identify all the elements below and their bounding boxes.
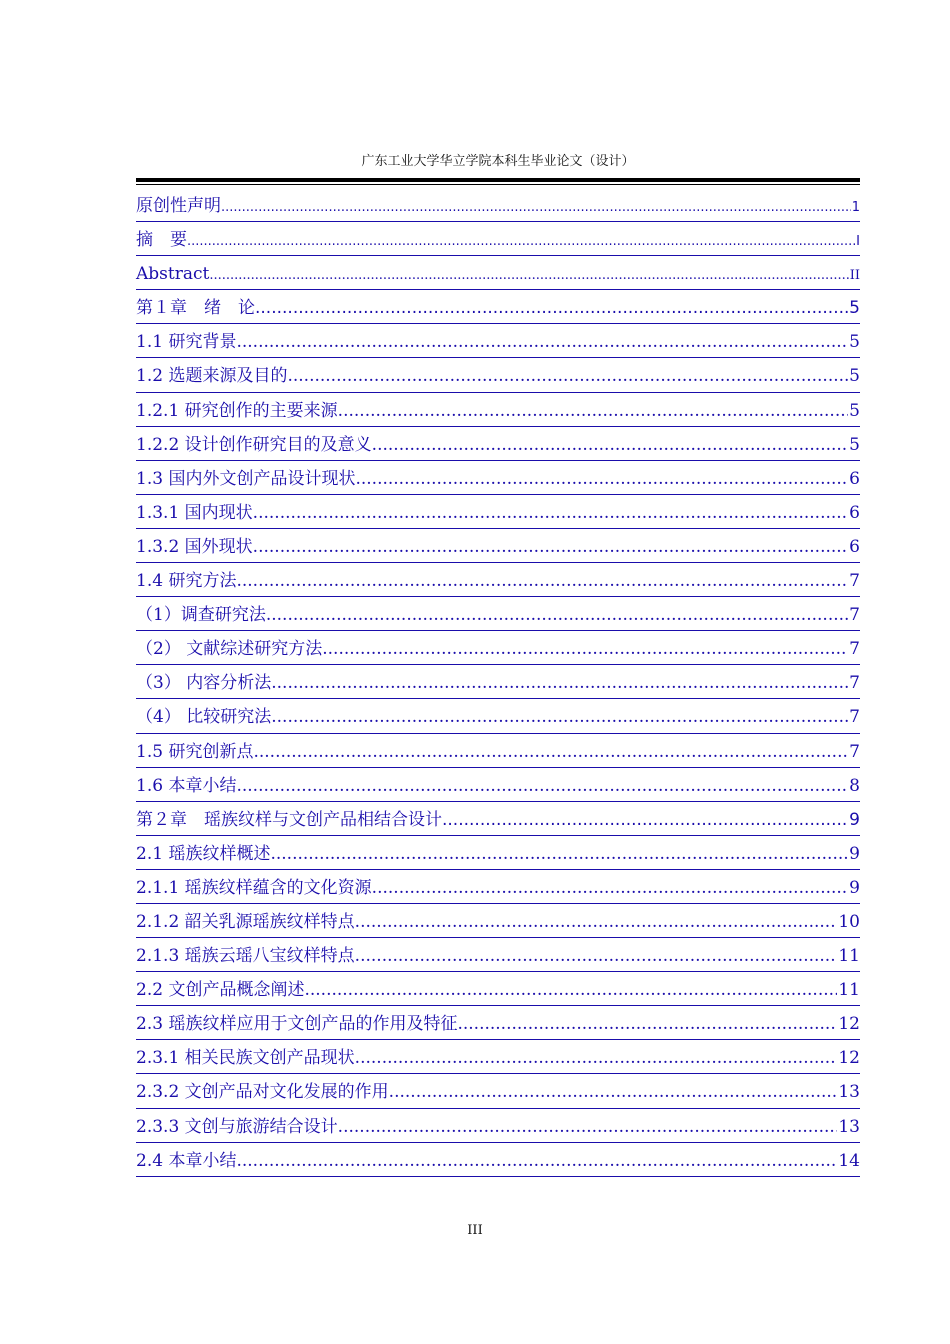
- toc-entry-title: 1.3.1 国内现状: [136, 502, 253, 523]
- toc-entry-title: 2.3.3 文创与旅游结合设计: [136, 1116, 338, 1137]
- toc-entry-page-number: 7: [849, 571, 860, 592]
- dot-leader: [355, 468, 848, 490]
- toc-entry-title: 2.4 本章小结: [136, 1150, 237, 1171]
- dot-leader: [338, 400, 849, 422]
- toc-entry-page-number: 5: [849, 434, 860, 455]
- toc-item: [136, 393, 860, 427]
- toc-entry-link[interactable]: [136, 734, 860, 768]
- toc-item: [136, 358, 860, 392]
- dot-leader: [442, 809, 848, 831]
- dot-leader: [287, 365, 848, 387]
- toc-item: [136, 938, 860, 972]
- toc-entry-link[interactable]: [136, 188, 860, 222]
- toc-entry-title: （2） 文献综述研究方法: [136, 639, 323, 660]
- toc-entry-title: 摘 要: [136, 230, 187, 251]
- toc-entry-title: 第２章 瑶族纹样与文创产品相结合设计: [136, 809, 442, 830]
- toc-item: [136, 290, 860, 324]
- toc-item: [136, 904, 860, 938]
- toc-item: [136, 699, 860, 733]
- toc-item: [136, 1040, 860, 1074]
- toc-entry-page-number: 6: [849, 502, 860, 523]
- toc-entry-title: 2.3.1 相关民族文创产品现状: [136, 1048, 355, 1069]
- toc-entry-page-number: 6: [849, 468, 860, 489]
- toc-entry-page-number: 9: [849, 877, 860, 898]
- toc-entry-link[interactable]: [136, 324, 860, 358]
- dot-leader: [372, 434, 849, 456]
- toc-item: [136, 324, 860, 358]
- toc-entry-page-number: 10: [838, 911, 860, 932]
- toc-entry-page-number: 13: [838, 1116, 860, 1137]
- toc-entry-link[interactable]: [136, 222, 860, 256]
- toc-item: [136, 495, 860, 529]
- toc-entry-title: 1.6 本章小结: [136, 775, 237, 796]
- toc-entry-title: 原创性声明: [136, 196, 221, 216]
- toc-entry-title: 1.3 国内外文创产品设计现状: [136, 468, 356, 489]
- toc-entry-link[interactable]: [136, 802, 860, 836]
- toc-entry-page-number: 12: [838, 1014, 860, 1035]
- toc-item: [136, 461, 860, 495]
- toc-entry-link[interactable]: [136, 256, 860, 290]
- dot-leader: [270, 843, 848, 865]
- dot-leader: [271, 706, 848, 728]
- toc-entry-link[interactable]: [136, 836, 860, 870]
- toc-item: [136, 529, 860, 563]
- toc-entry-link[interactable]: [136, 597, 860, 631]
- toc-entry-link[interactable]: [136, 768, 860, 802]
- toc-entry-title: （4） 比较研究法: [136, 707, 272, 728]
- toc-entry-title: 1.2.2 设计创作研究目的及意义: [136, 434, 372, 455]
- toc-entry-link[interactable]: [136, 461, 860, 495]
- dot-leader: [236, 331, 848, 353]
- toc-entry-link[interactable]: [136, 699, 860, 733]
- header-rule-thin: [136, 184, 860, 185]
- dot-leader: [236, 1150, 837, 1172]
- dot-leader: [187, 231, 855, 253]
- toc-entry-page-number: 13: [838, 1082, 860, 1103]
- toc-entry-title: 1.2.1 研究创作的主要来源: [136, 400, 338, 421]
- toc-entry-link[interactable]: [136, 1006, 860, 1040]
- header-rule-thick: [136, 178, 860, 182]
- toc-entry-page-number: 5: [849, 366, 860, 387]
- toc-entry-title: （3） 内容分析法: [136, 673, 272, 694]
- toc-item: [136, 256, 860, 290]
- toc-entry-title: 1.2 选题来源及目的: [136, 366, 288, 387]
- dot-leader: [236, 570, 848, 592]
- toc-item: [136, 1109, 860, 1143]
- toc-entry-title: 2.1 瑶族纹样概述: [136, 843, 271, 864]
- dot-leader: [338, 1116, 838, 1138]
- toc-entry-title: （1）调查研究法: [136, 605, 266, 626]
- dot-leader: [255, 297, 848, 319]
- toc-entry-page-number: I: [856, 234, 860, 250]
- toc-entry-link[interactable]: [136, 938, 860, 972]
- toc-entry-link[interactable]: [136, 393, 860, 427]
- dot-leader: [253, 741, 848, 763]
- toc-entry-link[interactable]: [136, 1143, 860, 1177]
- toc-entry-title: 2.3.2 文创产品对文化发展的作用: [136, 1082, 389, 1103]
- dot-leader: [322, 638, 848, 660]
- toc-entry-title: Abstract: [136, 264, 210, 285]
- toc-item: [136, 802, 860, 836]
- toc-entry-page-number: 8: [849, 775, 860, 796]
- toc-entry-title: 2.3 瑶族纹样应用于文创产品的作用及特征: [136, 1014, 458, 1035]
- page-number: III: [467, 1223, 483, 1238]
- toc-entry-link[interactable]: [136, 427, 860, 461]
- toc-entry-title: 2.1.3 瑶族云瑶八宝纹样特点: [136, 946, 355, 967]
- toc-entry-page-number: 11: [838, 946, 860, 967]
- toc-item: [136, 1006, 860, 1040]
- toc-entry-link[interactable]: [136, 529, 860, 563]
- toc-entry-link[interactable]: [136, 358, 860, 392]
- toc-item: [136, 188, 860, 222]
- dot-leader: [355, 945, 838, 967]
- toc-entry-page-number: 5: [849, 298, 860, 319]
- dot-leader: [271, 672, 848, 694]
- toc-entry-link[interactable]: [136, 972, 860, 1006]
- dot-leader: [209, 265, 848, 287]
- toc-entry-title: 2.1.1 瑶族纹样蕴含的文化资源: [136, 877, 372, 898]
- toc-entry-link[interactable]: [136, 665, 860, 699]
- toc-item: [136, 1143, 860, 1177]
- toc-entry-page-number: 7: [849, 741, 860, 762]
- toc-item: [136, 972, 860, 1006]
- toc-entry-page-number: 1: [851, 200, 860, 215]
- toc-entry-title: 1.3.2 国外现状: [136, 536, 253, 557]
- table-of-contents: [136, 188, 860, 1177]
- running-header: 广东工业大学华立学院本科生毕业论文（设计）: [361, 154, 635, 169]
- dot-leader: [355, 1047, 838, 1069]
- dot-leader: [236, 775, 848, 797]
- toc-entry-title: 1.4 研究方法: [136, 571, 237, 592]
- toc-item: [136, 836, 860, 870]
- toc-entry-link[interactable]: [136, 1109, 860, 1143]
- toc-entry-link[interactable]: [136, 1040, 860, 1074]
- toc-entry-page-number: 7: [849, 605, 860, 626]
- toc-entry-page-number: 14: [838, 1150, 860, 1171]
- dot-leader: [253, 536, 849, 558]
- toc-entry-page-number: 11: [838, 980, 860, 1001]
- toc-entry-page-number: 7: [849, 707, 860, 728]
- toc-item: [136, 734, 860, 768]
- toc-item: [136, 1074, 860, 1108]
- toc-entry-page-number: 5: [849, 332, 860, 353]
- toc-entry-page-number: 6: [849, 536, 860, 557]
- toc-entry-page-number: II: [849, 268, 860, 284]
- toc-entry-page-number: 9: [849, 809, 860, 830]
- toc-item: [136, 222, 860, 256]
- toc-entry-link[interactable]: [136, 870, 860, 904]
- toc-entry-title: 1.5 研究创新点: [136, 741, 254, 762]
- toc-entry-link[interactable]: [136, 1074, 860, 1108]
- dot-leader: [457, 1013, 837, 1035]
- toc-entry-link[interactable]: [136, 290, 860, 324]
- toc-entry-link[interactable]: [136, 631, 860, 665]
- toc-item: [136, 768, 860, 802]
- dot-leader: [304, 979, 837, 1001]
- toc-item: [136, 427, 860, 461]
- dot-leader: [221, 197, 851, 219]
- toc-item: [136, 563, 860, 597]
- dot-leader: [253, 502, 849, 524]
- toc-entry-title: 2.2 文创产品概念阐述: [136, 980, 305, 1001]
- toc-item: [136, 597, 860, 631]
- toc-item: [136, 631, 860, 665]
- toc-entry-page-number: 9: [849, 843, 860, 864]
- toc-entry-page-number: 7: [849, 673, 860, 694]
- toc-entry-title: 2.1.2 韶关乳源瑶族纹样特点: [136, 911, 355, 932]
- toc-item: [136, 665, 860, 699]
- toc-entry-page-number: 5: [849, 400, 860, 421]
- dot-leader: [372, 877, 849, 899]
- dot-leader: [389, 1081, 838, 1103]
- toc-entry-link[interactable]: [136, 563, 860, 597]
- toc-entry-link[interactable]: [136, 495, 860, 529]
- toc-entry-link[interactable]: [136, 904, 860, 938]
- toc-entry-title: 第１章 绪 论: [136, 298, 255, 319]
- toc-entry-title: 1.1 研究背景: [136, 332, 237, 353]
- toc-entry-page-number: 7: [849, 639, 860, 660]
- dot-leader: [355, 911, 838, 933]
- toc-entry-page-number: 12: [838, 1048, 860, 1069]
- dot-leader: [266, 604, 848, 626]
- toc-item: [136, 870, 860, 904]
